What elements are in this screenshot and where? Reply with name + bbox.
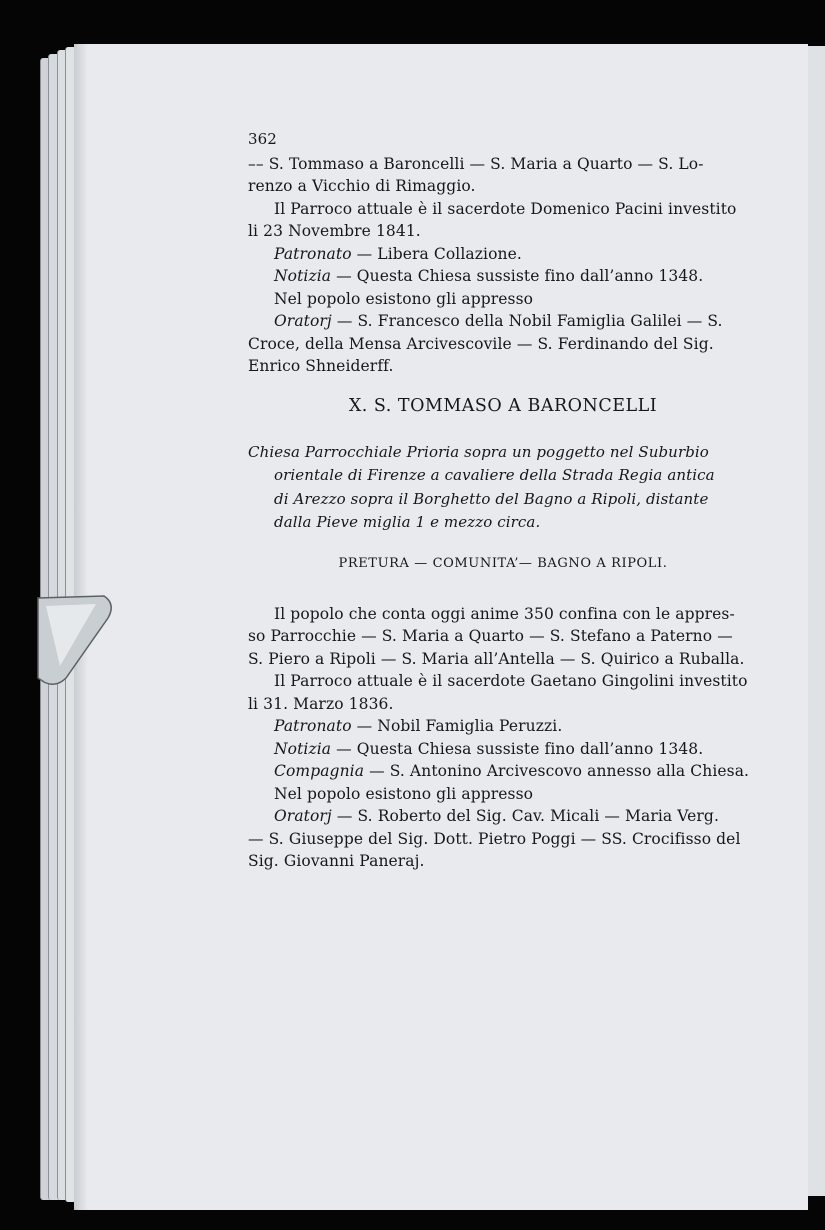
label: Patronato — [274, 244, 352, 263]
label: Notizia — [274, 267, 332, 285]
text-line: Croce, della Mensa Arcivescovile — S. Ferdinando del Sig. — [248, 334, 714, 353]
label: Compagnia — [274, 762, 365, 780]
value: — S. Roberto del Sig. Cav. Micali — Maria Verg. — [331, 807, 719, 825]
text-line: li 31. Marzo 1836. — [248, 694, 394, 713]
text-line: orientale di Firenze a cavaliere della Strada Regia antica — [274, 466, 715, 484]
text-line: Chiesa Parrocchiale Prioria sopra un poggetto nel Suburbio — [248, 442, 709, 461]
value: — Nobil Famiglia Peruzzi. — [351, 717, 563, 735]
bookmark-tab — [36, 592, 116, 688]
text-line: Nel popolo esistono gli appresso — [274, 289, 534, 308]
text-line: Nel popolo esistono gli appresso — [274, 784, 534, 803]
value: — Questa Chiesa sussiste fino dall’anno 1348. — [331, 739, 704, 758]
jurisdiction-line: PRETURA — COMUNITA’— BAGNO A RIPOLI. — [338, 555, 668, 571]
text-line — [248, 265, 758, 288]
text-line: Il Parroco attuale è il sacerdote Domenico Pacini investito — [274, 199, 737, 218]
text-line: Enrico Shneiderff. — [248, 357, 394, 375]
text-line: — S. Giuseppe del Sig. Dott. Pietro Poggi — SS. Crocifisso del — [248, 829, 741, 848]
text-line — [248, 715, 758, 738]
text-line — [248, 738, 758, 761]
text-line: renzo a Vicchio di Rimaggio. — [248, 177, 476, 195]
text-line: Sig. Giovanni Paneraj. — [248, 852, 425, 870]
label: Oratorj — [274, 312, 332, 330]
text-line — [248, 760, 758, 783]
label: Oratorj — [274, 807, 332, 825]
next-page-edge — [808, 46, 825, 1196]
label: Patronato — [274, 717, 352, 735]
text-line — [248, 310, 758, 333]
value: — S. Antonino Arcivescovo annesso alla Chiesa. — [364, 762, 750, 780]
text-line: S. Piero a Ripoli — S. Maria all’Antella — S. Quirico a Ruballa. — [248, 649, 745, 668]
text-line — [248, 243, 758, 266]
text-line: li 23 Novembre 1841. — [248, 222, 421, 240]
text-line: –– S. Tommaso a Baroncelli — S. Maria a Quarto — S. Lo- — [248, 154, 704, 173]
text-line: Il Parroco attuale è il sacerdote Gaetano Gingolini investito — [274, 672, 748, 690]
value: — Libera Collazione. — [351, 244, 522, 263]
page-text — [248, 128, 758, 873]
text-line — [248, 805, 758, 828]
label: Notizia — [274, 739, 332, 758]
text-line: so Parrocchie — S. Maria a Quarto — S. Stefano a Paterno — — [248, 627, 733, 645]
value: — Questa Chiesa sussiste fino dall’anno 1348. — [331, 267, 704, 285]
page-number: 362 — [248, 130, 277, 148]
section-heading: X. S. TOMMASO A BARONCELLI — [348, 395, 658, 416]
value: — S. Francesco della Nobil Famiglia Galilei — S. — [331, 312, 723, 330]
text-line: Il popolo che conta oggi anime 350 confina con le appres- — [274, 604, 735, 623]
text-line: dalla Pieve miglia 1 e mezzo circa. — [274, 513, 541, 531]
text-line: di Arezzo sopra il Borghetto del Bagno a Ripoli, distante — [274, 489, 709, 508]
section-subheading — [248, 441, 758, 535]
